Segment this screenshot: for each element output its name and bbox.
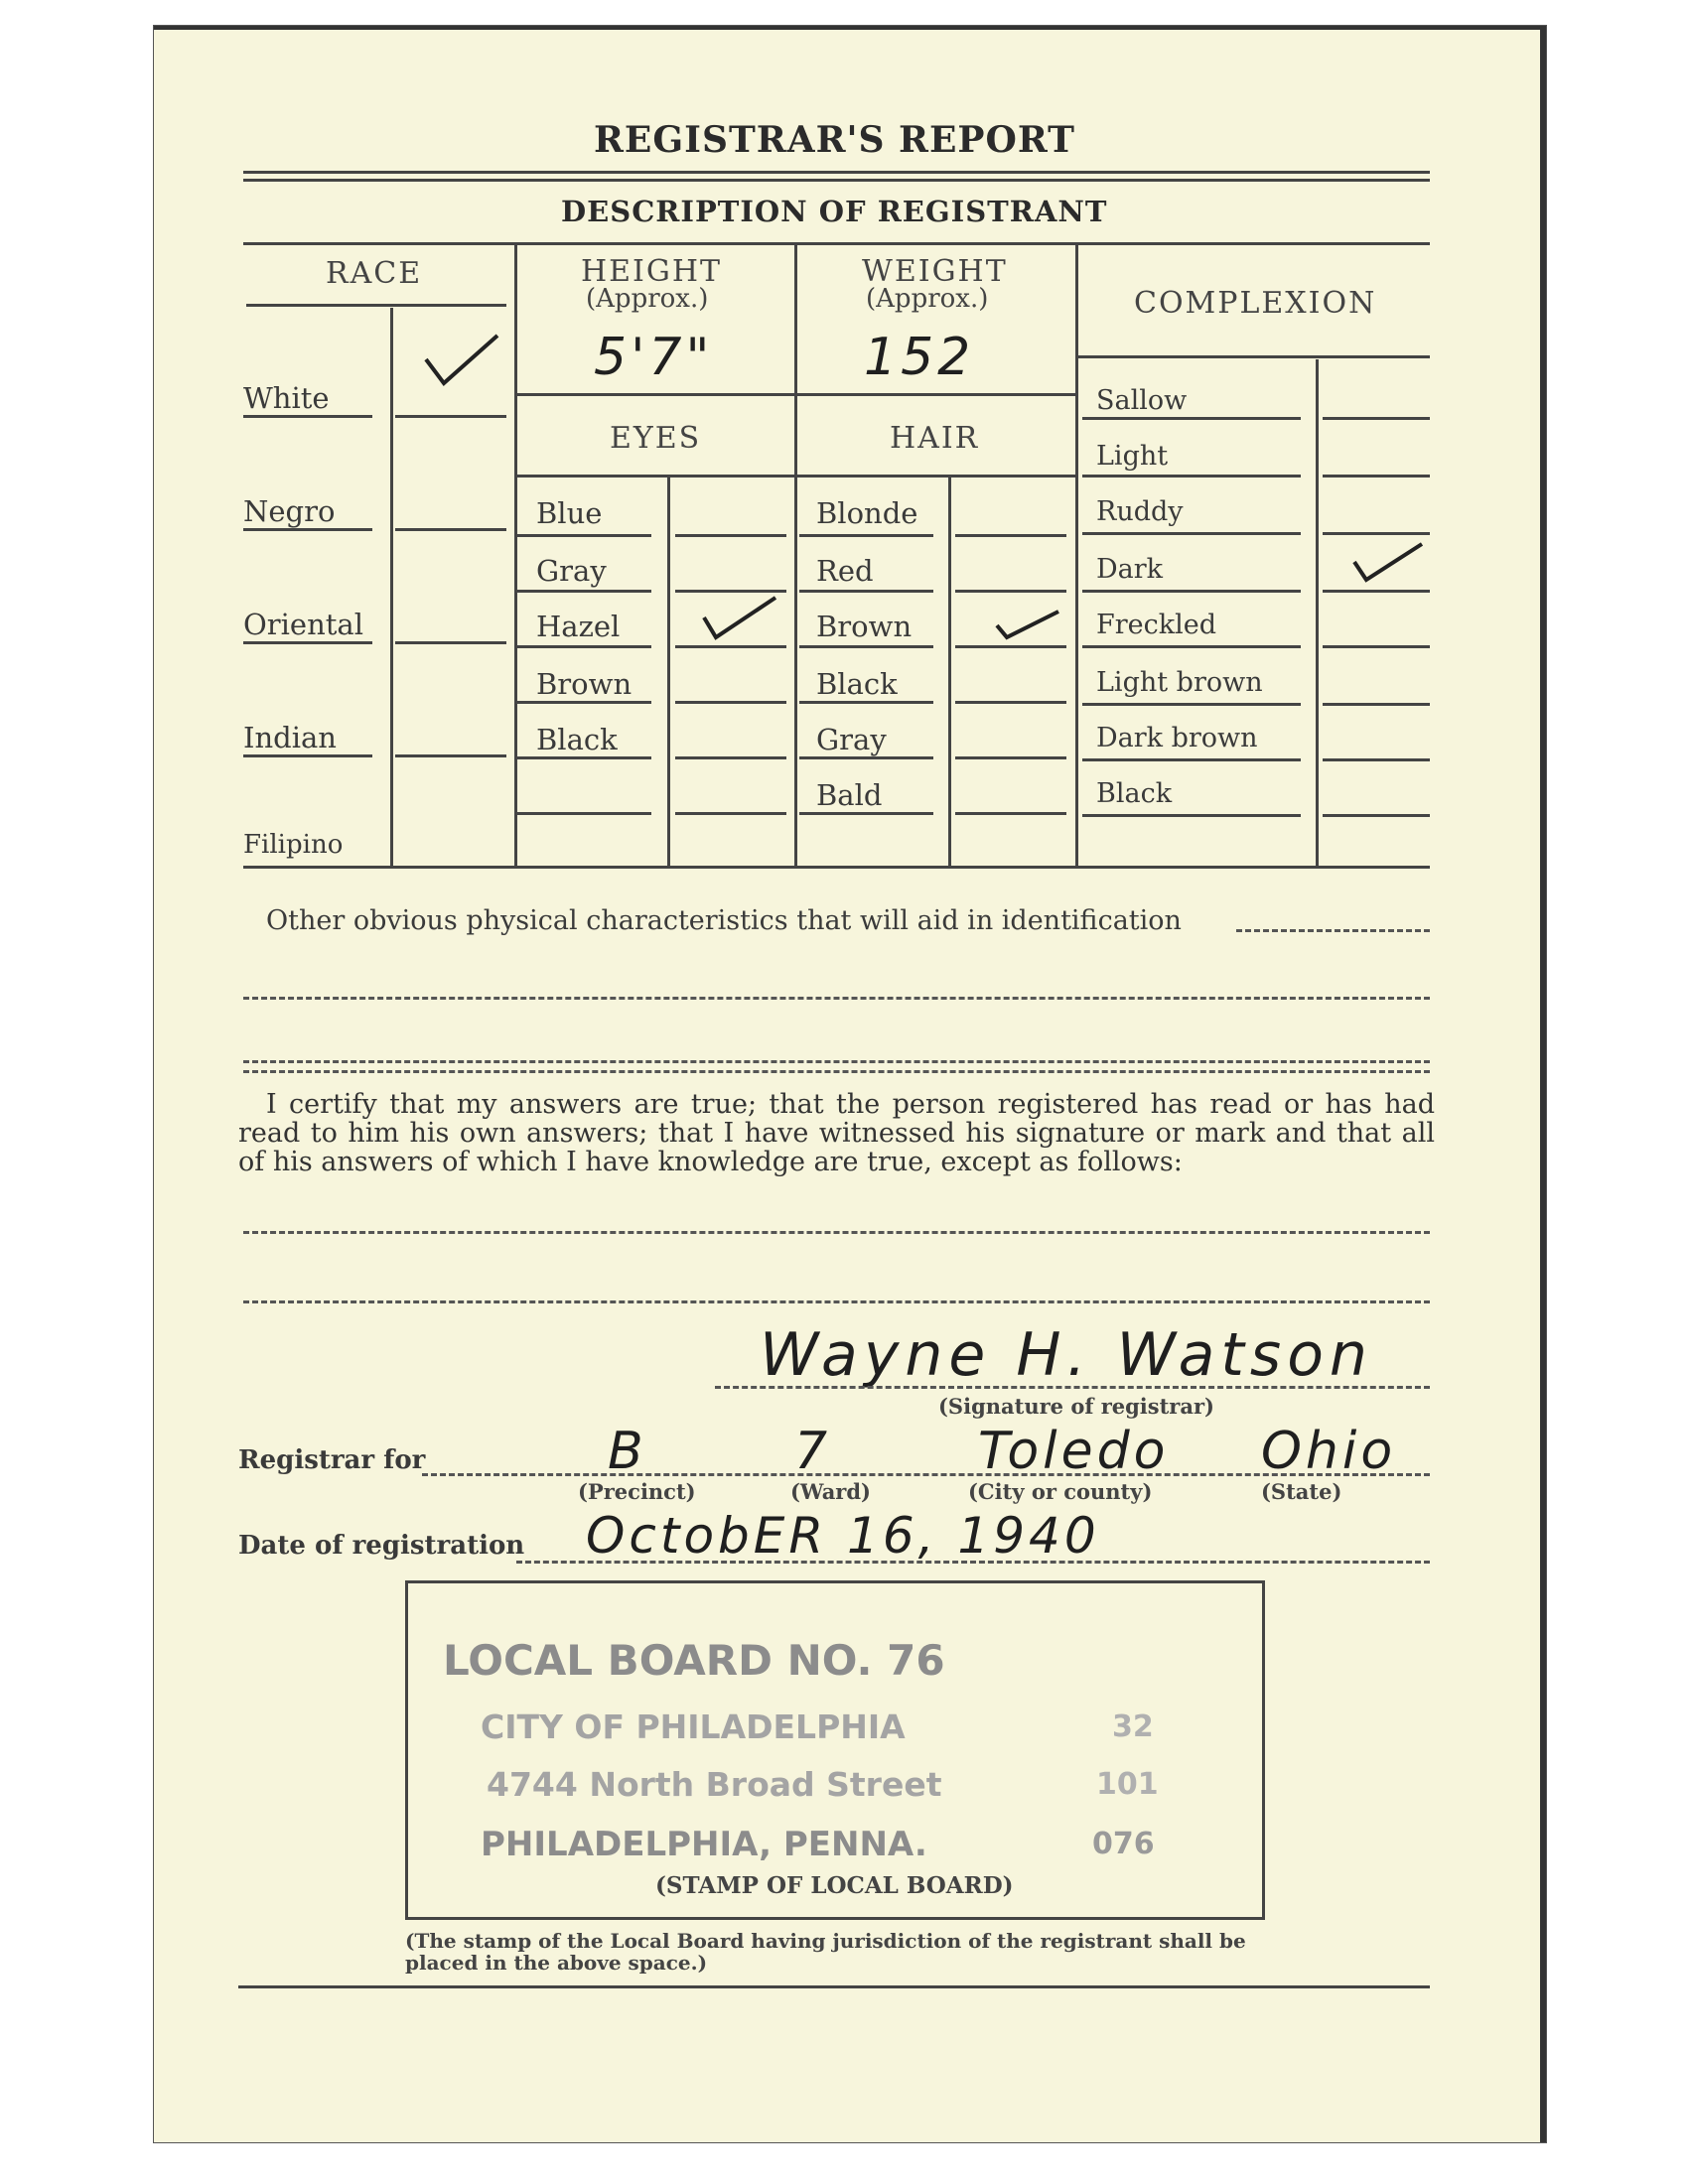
precinct-caption: (Precinct)	[578, 1479, 696, 1504]
race-negro-label: Negro	[243, 494, 336, 528]
weight-heading: WEIGHT	[862, 254, 1008, 289]
eyes-gray-label: Gray	[536, 554, 607, 588]
other-characteristics-label: Other obvious physical characteristics that will aid in identification	[266, 905, 1182, 936]
stamp-line-4: PHILADELPHIA, PENNA.	[481, 1825, 927, 1864]
complexion-black-label: Black	[1096, 778, 1173, 809]
stamp-line-1: LOCAL BOARD NO. 76	[443, 1636, 945, 1685]
report-title: REGISTRAR'S REPORT	[594, 119, 1075, 161]
hair-red-label: Red	[816, 554, 874, 588]
height-value: 5'7"	[594, 328, 714, 387]
height-approx: (Approx.)	[586, 284, 709, 314]
stamp-code-2: 101	[1096, 1767, 1159, 1802]
stamp-footnote: (The stamp of the Local Board having jurisdiction of the registrant shall be placed in the above space.)	[405, 1929, 1246, 1975]
complexion-dark-brown-label: Dark brown	[1096, 723, 1258, 753]
date-of-registration-label: Date of registration	[238, 1531, 525, 1561]
eyes-blue-label: Blue	[536, 496, 603, 530]
race-white-checkmark-icon	[422, 330, 501, 389]
race-filipino-label: Filipino	[243, 830, 344, 860]
race-white-label: White	[243, 381, 330, 415]
height-heading: HEIGHT	[581, 254, 723, 289]
race-oriental-label: Oriental	[243, 608, 363, 641]
precinct-value: B	[608, 1422, 647, 1481]
weight-value: 152	[864, 328, 975, 387]
city-value: Toledo	[978, 1422, 1170, 1481]
complexion-dark-label: Dark	[1096, 554, 1164, 585]
eyes-brown-label: Brown	[536, 667, 633, 701]
hair-bald-label: Bald	[816, 778, 883, 812]
weight-approx: (Approx.)	[866, 284, 989, 314]
complexion-light-brown-label: Light brown	[1096, 667, 1263, 698]
complexion-freckled-label: Freckled	[1096, 610, 1216, 640]
complexion-light-label: Light	[1096, 441, 1169, 472]
hair-blonde-label: Blonde	[816, 496, 918, 530]
local-board-stamp-box	[405, 1580, 1265, 1920]
ward-caption: (Ward)	[790, 1479, 871, 1504]
state-caption: (State)	[1261, 1479, 1342, 1504]
signature-caption: (Signature of registrar)	[938, 1394, 1214, 1419]
hair-black-label: Black	[816, 667, 898, 701]
state-value: Ohio	[1261, 1422, 1397, 1481]
city-caption: (City or county)	[968, 1479, 1153, 1504]
stamp-code-1: 32	[1112, 1709, 1154, 1744]
eyes-hazel-checkmark-icon	[700, 592, 779, 643]
registrar-signature: Wayne H. Watson	[760, 1320, 1373, 1390]
eyes-black-label: Black	[536, 723, 618, 756]
hair-brown-label: Brown	[816, 610, 913, 643]
hair-gray-label: Gray	[816, 723, 887, 756]
stamp-code-3: 076	[1092, 1827, 1155, 1861]
complexion-dark-checkmark-icon	[1350, 538, 1426, 586]
race-heading: RACE	[326, 256, 423, 291]
eyes-heading: EYES	[610, 421, 702, 456]
eyes-hazel-label: Hazel	[536, 610, 621, 643]
race-indian-label: Indian	[243, 721, 337, 754]
registration-date-value: OctobER 16, 1940	[586, 1507, 1100, 1565]
ward-value: 7	[794, 1422, 832, 1481]
hair-brown-checkmark-icon	[993, 604, 1062, 643]
complexion-heading: COMPLEXION	[1134, 286, 1377, 321]
section-subtitle: DESCRIPTION OF REGISTRANT	[561, 195, 1108, 228]
stamp-caption: (STAMP OF LOCAL BOARD)	[655, 1872, 1014, 1899]
hair-heading: HAIR	[890, 421, 980, 456]
complexion-ruddy-label: Ruddy	[1096, 496, 1184, 527]
stamp-line-2: CITY OF PHILADELPHIA	[481, 1707, 906, 1746]
registrar-for-label: Registrar for	[238, 1445, 426, 1475]
complexion-sallow-label: Sallow	[1096, 385, 1188, 416]
certification-text: I certify that my answers are true; that the person registered has read or has had read to him his own answers; that I have witnessed his signature or mark and that all of his answers of which I have knowledge are true, except as follows:	[238, 1089, 1435, 1177]
stamp-line-3: 4744 North Broad Street	[487, 1765, 942, 1804]
